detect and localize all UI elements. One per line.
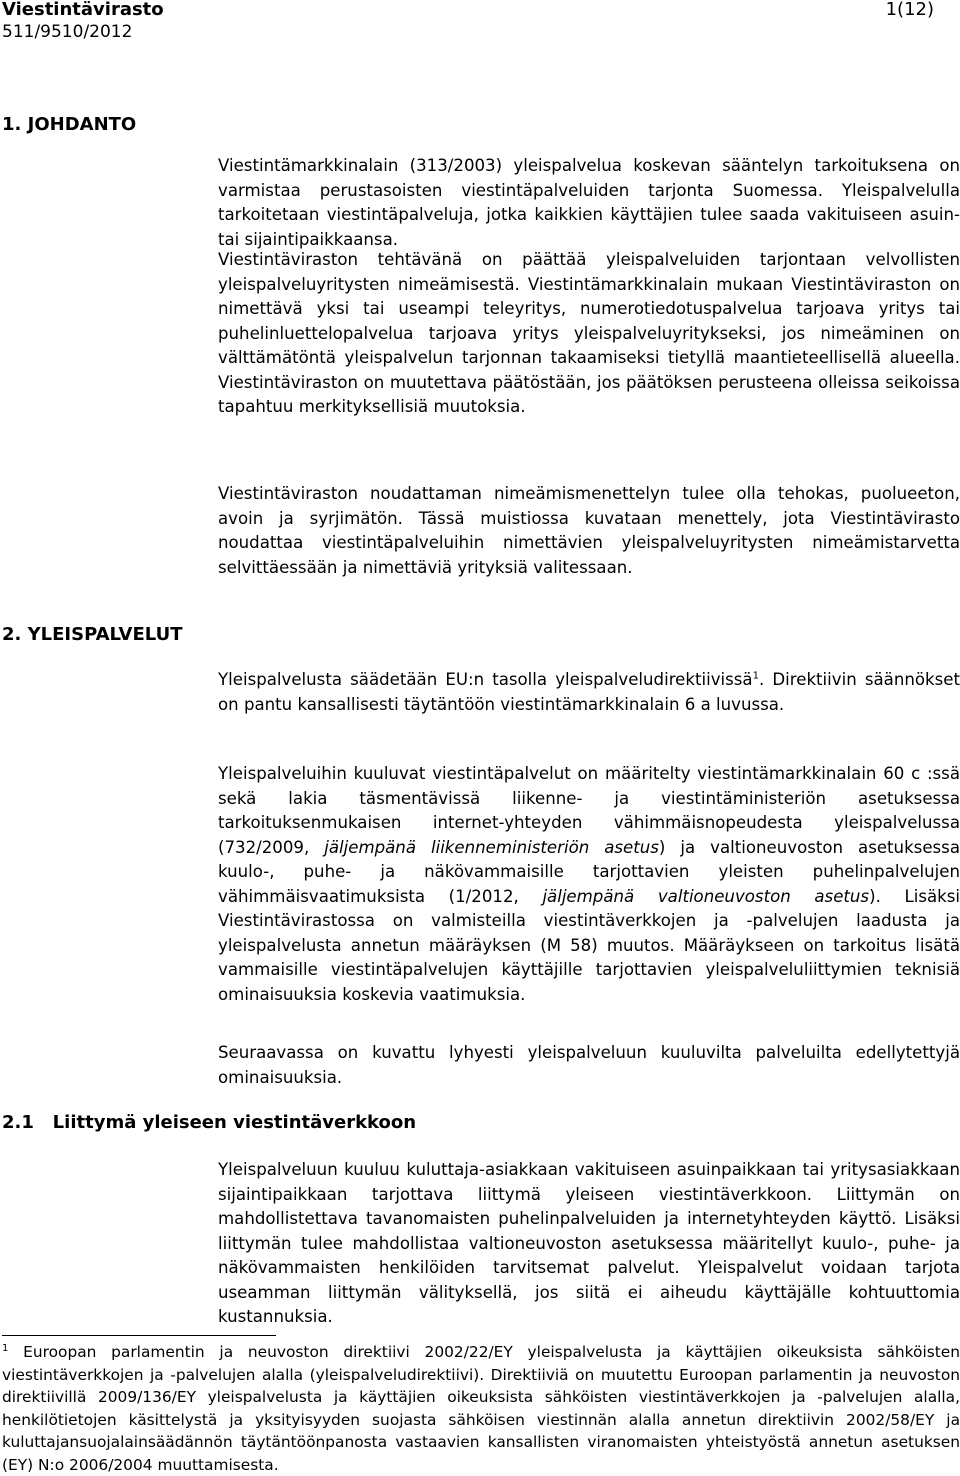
- section-2-paragraph-2-text-a: Yleispalveluihin kuuluvat viestintäpalvelut on määritelty viestintämarkkinalain 60 c :ssä sekä lakia täsmentävissä liikenne- ja viestintäministeriön asetuksessa tarkoituksenmukaisen internet-yhteyden vähimmäisnopeudesta yleispalvelussa (732/2009,: [218, 764, 960, 857]
- section-1-heading: 1. JOHDANTO: [2, 114, 137, 135]
- section-2-paragraph-2-emphasis-1: jäljempänä liikenneministeriön asetus: [324, 837, 659, 857]
- section-1-paragraph-3: Viestintäviraston noudattaman nimeämismenettelyn tulee olla tehokas, puolueeton, avoin ja syrjimätön. Tässä muistiossa kuvataan menettely, jota Viestintävirasto noudattaa viestintäpalveluihin nimettävien yleispalveluyritysten nimeämistarvetta selvittäessään ja nimettäviä yrityksiä valitessaan.: [218, 484, 960, 577]
- footnote: [2, 1341, 960, 1476]
- footnote-text: Euroopan parlamentin ja neuvoston direktiivi 2002/22/EY yleispalvelusta ja käyttäjien oikeuksista sähköisten viestintäverkkojen ja -palvelujen alalla (yleispalveludirektiivi). Direktiiviä on muutettu Euroopan parlamentin ja neuvoston direktiivillä 2009/136/EY yleispalvelusta ja käyttäjien oikeuksista sähköisten viestintäverkkojen ja -palvelujen alalla, henkilötietojen käsittelystä ja yksityisyyden suojasta sähköisen viestinnän alalla annetun direktiivin 2002/58/EY ja kuluttajansuojalainsäädännön täytäntöönpanosta vastaavien kansallisten viranomaisten yhteistyöstä annetun asetuksen (EY) N:o 2006/2004 muuttamisesta.: [2, 1343, 960, 1474]
- page-number: 1(12): [885, 0, 934, 20]
- section-2-paragraph-2-text-b: ) ja valtioneuvoston asetuksessa kuulo-, puhe- ja näkövammaisille tarjottavien yleisten puhelinpalvelujen vähimmäisvaatimuksista (1/2012,: [218, 837, 960, 906]
- section-2-paragraph-2: [218, 762, 960, 1007]
- section-1-paragraph-1: Viestintämarkkinalain (313/2003) yleispalvelua koskevan sääntelyn tarkoituksena on varmistaa perustasoisten viestintäpalveluiden tarjonta Suomessa. Yleispalvelulla tarkoitetaan viestintäpalveluja, jotka kaikkien käyttäjien tulee saada vakituiseen asuin- tai sijaintipaikkaansa.: [218, 156, 960, 249]
- header-organization: Viestintävirasto: [2, 0, 164, 20]
- section-2-paragraph-2-emphasis-2: jäljempänä valtioneuvoston asetus: [542, 886, 870, 906]
- header-reference-number: 511/9510/2012: [2, 22, 133, 42]
- section-2-paragraph-3: Seuraavassa on kuvattu lyhyesti yleispalveluun kuuluvilta palveluilta edellytettyjä ominaisuuksia.: [218, 1043, 960, 1087]
- footnote-separator: [2, 1335, 276, 1336]
- footnote-marker: 1: [2, 1342, 9, 1354]
- footnote-reference: 1: [752, 670, 759, 682]
- section-2-paragraph-1-text-b: . Direktiivin säännökset on pantu kansallisesti täytäntöön viestintämarkkinalain 6 a luvussa.: [218, 670, 960, 714]
- section-2-paragraph-2-text-c: ). Lisäksi Viestintävirastossa on valmisteilla viestintäverkkojen ja -palvelujen laadusta ja yleispalvelusta annetun määräyksen (M 58) muutos. Määräykseen on tarkoitus lisätä vammaisille viestintäpalvelujen käyttäjille tarjottavien yleispalveluliittymien teknisiä ominaisuuksia koskevia vaatimuksia.: [218, 886, 960, 1004]
- section-2-1-paragraph-1: Yleispalveluun kuuluu kuluttaja-asiakkaan vakituiseen asuinpaikkaan tai yritysasiakkaan sijaintipaikkaan tarjottava liittymä yleiseen viestintäverkkoon. Liittymän on mahdollistettava tavanomaisten puhelinpalveluiden ja internetyhteyden käyttö. Lisäksi liittymän tulee mahdollistaa valtioneuvoston asetuksessa määritellyt kuulo-, puhe- ja näkövammaisten henkilöiden tarvitsemat palvelut. Yleispalvelut voidaan tarjota useamman liittymän välityksellä, jos siitä ei aiheudu käyttäjälle kohtuuttomia kustannuksia.: [218, 1160, 960, 1326]
- section-1-paragraph-2: Viestintäviraston tehtävänä on päättää yleispalveluiden tarjontaan velvollisten yleispalveluyritysten nimeämisestä. Viestintämarkkinalain mukaan Viestintäviraston on nimettävä yksi tai useampi teleyritys, numerotiedotuspalvelua tarjoava yritys tai puhelinluettelopalvelua tarjoava yritys yleispalveluyritykseksi, jos nimeäminen on välttämätöntä yleispalvelun tarjonnan takaamiseksi tietyllä maantieteellisellä alueella. Viestintäviraston on muutettava päätöstään, jos päätöksen perusteena olleissa seikoissa tapahtuu merkityksellisiä muutoksia.: [218, 250, 960, 416]
- section-2-1-heading: 2.1 Liittymä yleiseen viestintäverkkoon: [2, 1112, 417, 1133]
- section-2-paragraph-1-text-a: Yleispalvelusta säädetään EU:n tasolla yleispalveludirektiivissä: [218, 670, 753, 689]
- section-2-heading: 2. YLEISPALVELUT: [2, 624, 183, 645]
- section-2-paragraph-1: [218, 668, 960, 717]
